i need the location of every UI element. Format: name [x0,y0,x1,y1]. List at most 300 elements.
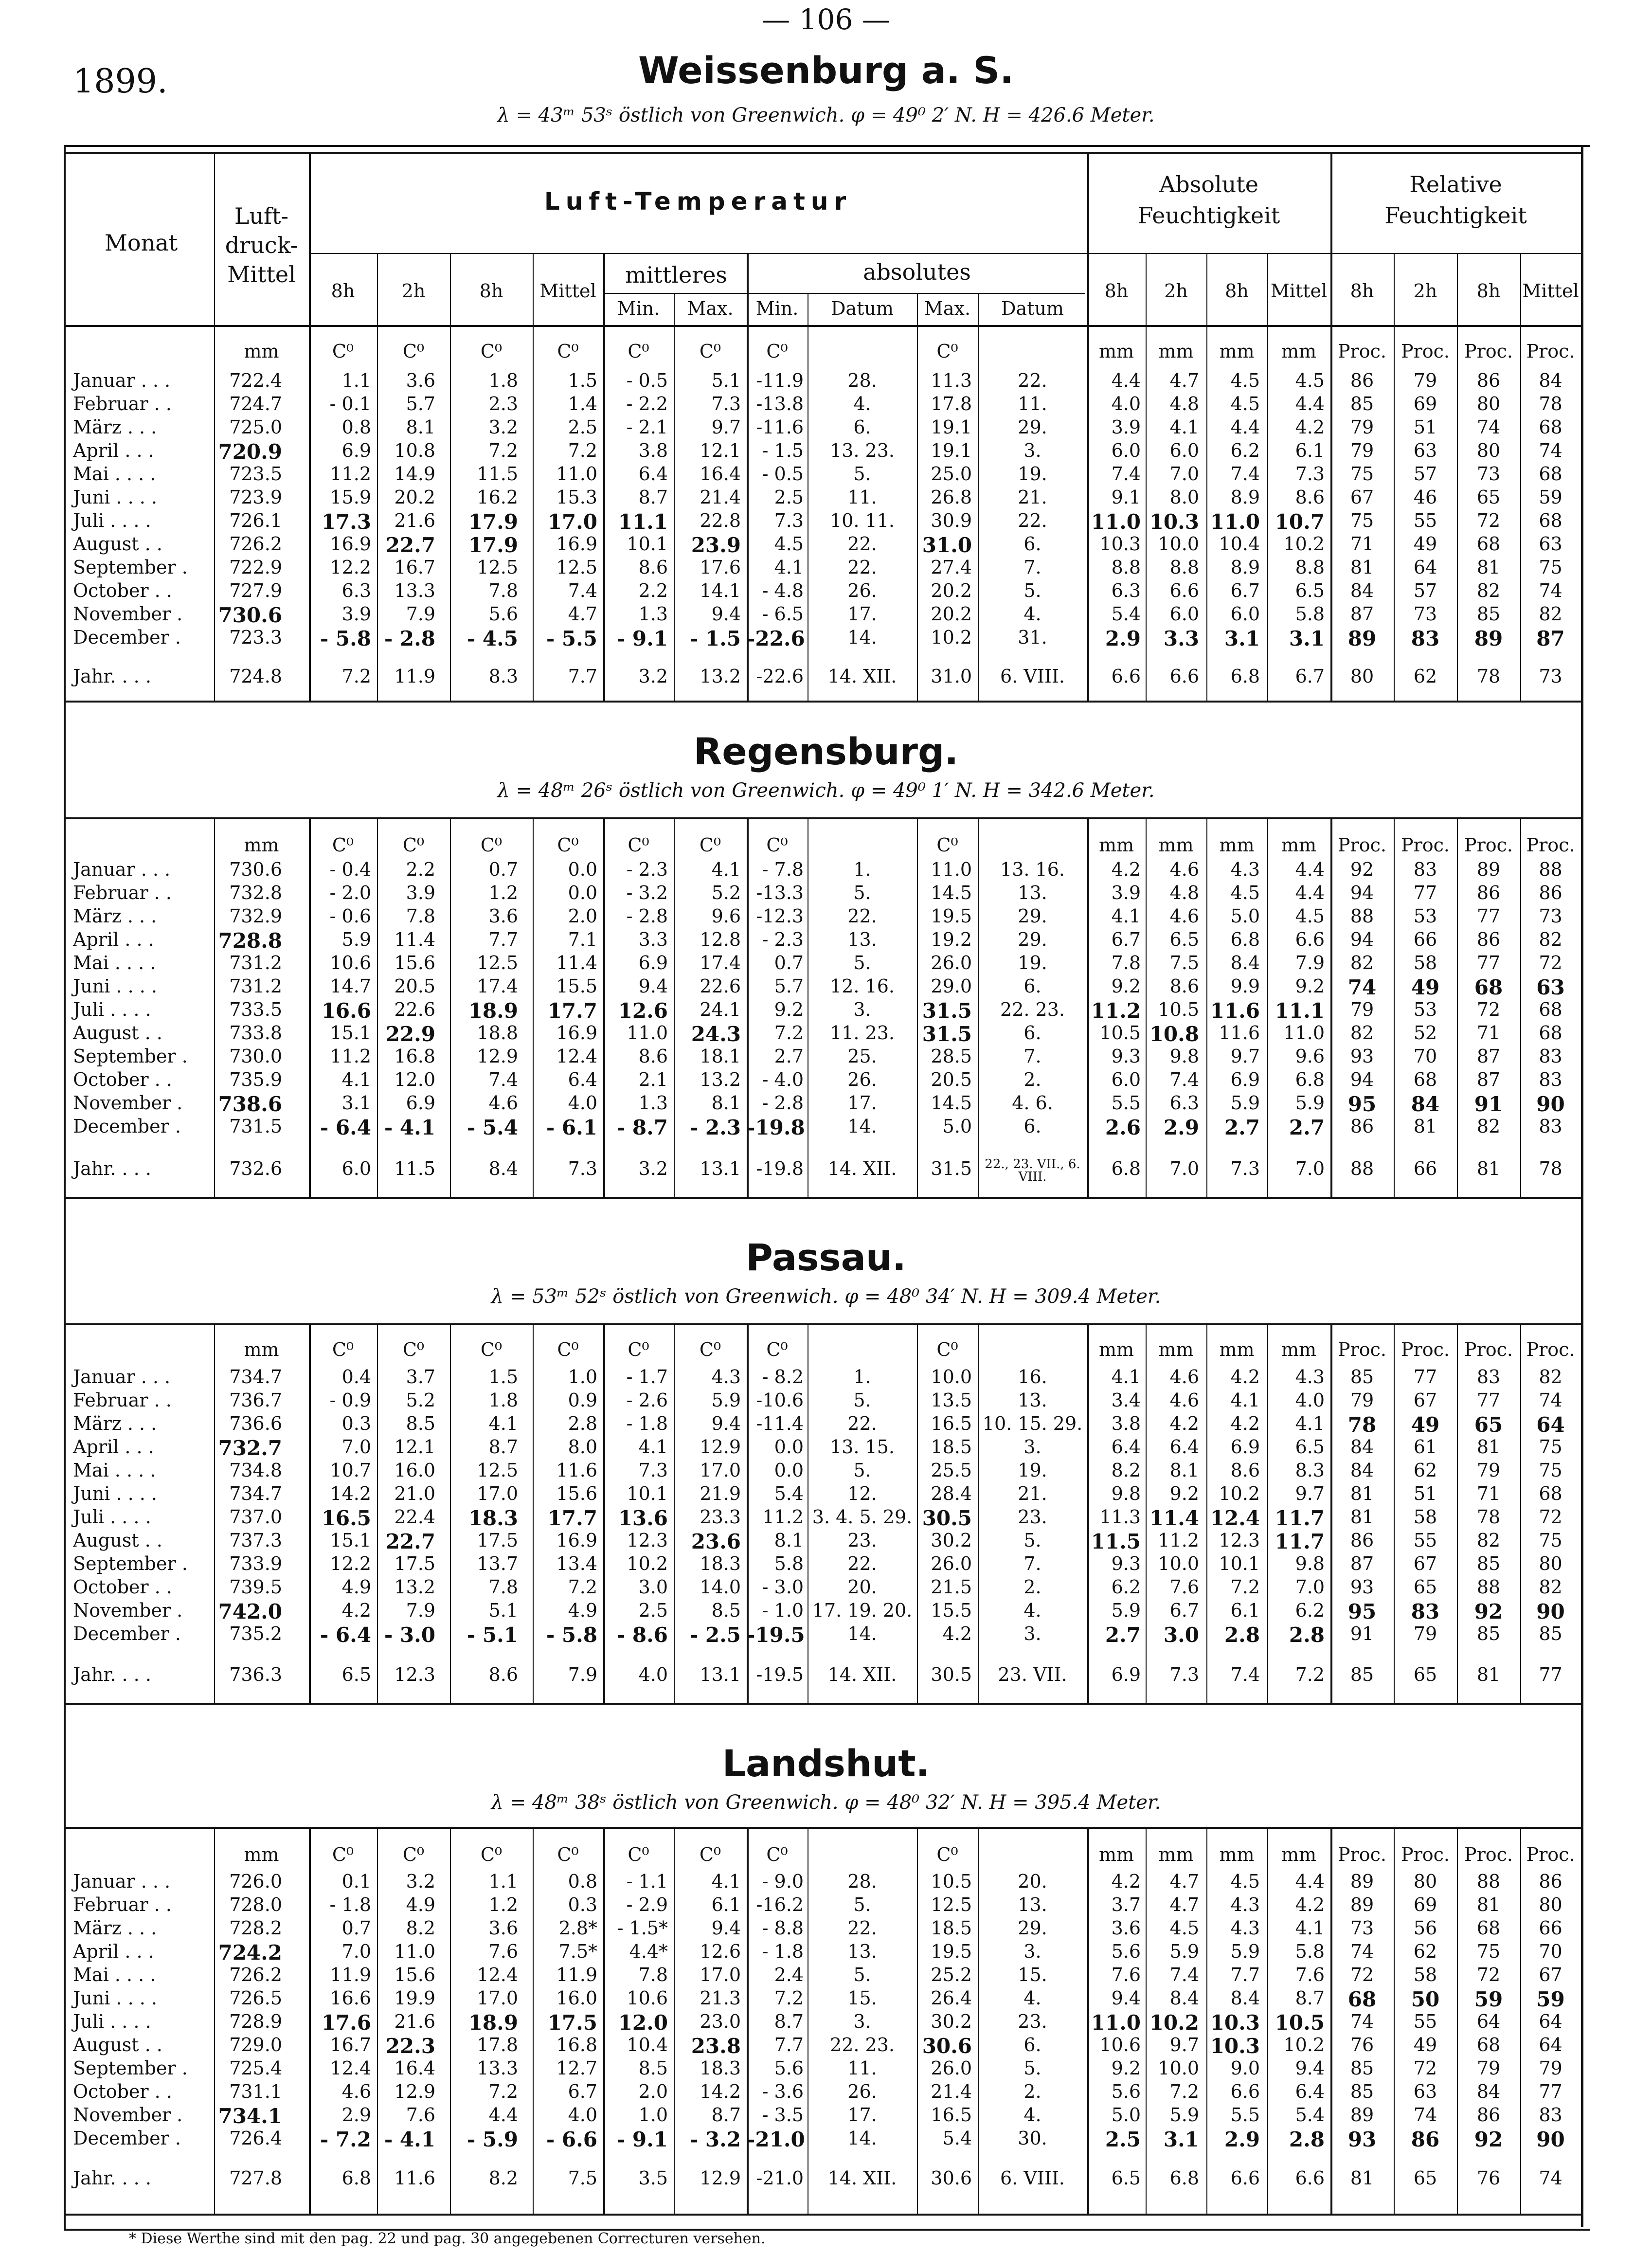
table-cell: 16.8 [556,2034,597,2056]
table-cell: 89 [1476,859,1501,880]
sub-header-3: Mittel [539,280,596,302]
table-cell: 64 [1413,557,1437,578]
header-luftdruck-1: Luft- [234,203,289,229]
table-cell: - 0.5 [626,370,668,391]
table-cell: 3.9 [341,603,371,625]
table-cell: 7.2 [774,1987,804,2009]
table-cell: 84 [1350,580,1374,601]
table-cell: 11.0 [931,859,972,880]
table-cell: 86 [1350,1530,1374,1551]
table-cell: 4.8 [1169,882,1199,903]
unit-label: mm [1158,1339,1194,1360]
table-cell: 6.8 [1230,929,1260,950]
station-title: Passau. [746,1236,906,1279]
table-cell: 1. [853,859,871,880]
table-cell: 68 [1474,975,1503,999]
table-cell: 7.9 [406,603,435,625]
unit-label: C⁰ [557,341,579,362]
table-cell: - 1.7 [626,1366,668,1388]
footnote: * Diese Werthe sind mit den pag. 22 und pag. 30 angegebenen Correcturen versehen. [129,2230,766,2247]
table-cell: 8.6 [1169,975,1199,997]
table-cell: 81 [1350,1483,1374,1504]
table-cell: 69 [1413,393,1437,415]
table-cell: 9.2 [1111,975,1141,997]
table-cell: 733.8 [229,1022,282,1044]
station-rule-bottom [66,1703,1581,1705]
table-cell: 7.2 [1169,2081,1199,2102]
sub-header-13: Mittel [1270,280,1328,302]
table-cell: 8.2 [1111,1460,1141,1481]
table-cell: 19.5 [931,905,972,927]
table-cell: 94 [1350,882,1374,903]
table-cell: 30.2 [931,2011,972,2032]
table-cell: 74 [1413,2104,1437,2126]
table-cell: 75 [1350,463,1374,485]
month-label: November . [73,1092,183,1114]
table-cell: 3.8 [638,440,668,461]
table-cell: - 0.9 [329,1389,371,1411]
table-cell: 4.2 [1295,416,1325,438]
year-cell: 3.2 [638,1158,668,1179]
table-cell: 66 [1413,929,1437,950]
table-cell: 90 [1536,1600,1565,1623]
table-cell: 2.5 [568,416,597,438]
table-cell: 14. [847,1116,877,1137]
year-cell: 3.5 [638,2167,668,2189]
month-label: Februar . . [73,882,172,903]
table-cell: 29. [1018,929,1047,950]
table-cell: 7.0 [1295,1576,1325,1598]
table-cell: 13.4 [556,1553,597,1574]
year-cell: 11.9 [394,666,435,687]
table-cell: 64 [1539,2011,1562,2032]
table-cell: 26.8 [931,487,972,508]
table-cell: 14.0 [700,1576,741,1598]
table-cell: - 9.1 [616,2128,668,2151]
table-cell: 739.5 [229,1576,282,1598]
year-cell: 732.6 [229,1158,282,1179]
month-label: April . . . [73,1941,154,1962]
table-cell: 6.5 [1295,580,1325,601]
table-cell: 6.2 [1111,1576,1141,1598]
table-cell: 1.2 [488,1894,518,1915]
table-cell: 81 [1413,1116,1437,1137]
table-cell: 1.8 [488,370,518,391]
table-cell: 81 [1476,1436,1501,1458]
table-cell: 6.9 [406,1092,435,1114]
table-cell: 5.5 [1111,1092,1141,1114]
table-cell: 64 [1539,2034,1562,2056]
table-cell: 4.6 [1169,859,1199,880]
table-cell: 75 [1539,557,1562,578]
table-cell: 72 [1413,2057,1437,2079]
table-cell: 5.4 [1111,603,1141,625]
header-abs-1: Absolute [1159,171,1258,198]
table-cell: 6.2 [1295,1600,1325,1621]
unit-label: C⁰ [557,834,579,856]
table-cell: 4.0 [568,2104,597,2126]
table-cell: 23.3 [700,1506,741,1528]
table-cell: 87 [1536,627,1565,650]
table-cell: 6.4 [638,463,668,485]
table-cell: 3.7 [1111,1894,1141,1915]
table-cell: 8.7 [711,2104,741,2126]
unit-label: C⁰ [766,834,788,856]
table-cell: 726.5 [229,1987,282,2009]
header-rel-2: Feuchtigkeit [1384,202,1527,229]
year-cell: 6.8 [341,2167,371,2189]
month-label: October . . [73,2081,172,2102]
table-cell: 6. [1024,975,1041,997]
table-cell: 7. [1024,557,1041,578]
table-cell: 59 [1539,487,1562,508]
table-cell: 7. [1024,1046,1041,1067]
table-cell: 5.9 [711,1389,741,1411]
table-cell: - 8.6 [616,1623,668,1647]
table-cell: 8.7 [774,2011,804,2032]
table-cell: 17.0 [547,510,597,534]
table-cell: 1.4 [568,393,597,415]
table-cell: 56 [1413,1917,1437,1939]
table-cell: 4.9 [406,1894,435,1915]
table-cell: 5.2 [406,1389,435,1411]
table-cell: 10.6 [330,952,371,974]
table-cell: 4.4 [1111,370,1141,391]
table-cell: 13.2 [394,1576,435,1598]
month-label: März . . . [73,416,157,438]
table-cell: 4. 6. [1012,1092,1053,1114]
table-cell: 93 [1350,1576,1374,1598]
table-cell: 9.1 [1111,487,1141,508]
year-cell: 8.2 [488,2167,518,2189]
table-cell: 75 [1539,1530,1562,1551]
table-cell: - 2.8 [762,1092,804,1114]
table-cell: 5.6 [488,603,518,625]
year-cell: 6.6 [1169,666,1199,687]
month-label: August . . [73,1022,162,1044]
year-cell: 736.3 [229,1664,282,1685]
table-cell: 82 [1476,1530,1501,1551]
table-cell: -11.9 [756,370,804,391]
table-cell: 23.9 [691,533,741,557]
table-cell: 13.3 [394,580,435,601]
unit-label: C⁰ [332,834,354,856]
table-cell: 5.4 [942,2128,972,2149]
table-cell: - 3.5 [762,2104,804,2126]
table-cell: 3.6 [488,905,518,927]
table-cell: 23.6 [691,1530,741,1553]
table-cell: 5.8 [1295,603,1325,625]
table-cell: -12.3 [756,905,804,927]
unit-label: C⁰ [699,1844,721,1865]
table-cell: 15. [847,1987,877,2009]
table-cell: 7.4 [568,580,597,601]
table-cell: 63 [1413,440,1437,461]
table-cell: 6.9 [638,952,668,974]
station-coords: λ = 53ᵐ 52ˢ östlich von Greenwich. φ = 48⁰ 34′ N. H = 309.4 Meter. [491,1285,1161,1308]
table-cell: 58 [1413,1964,1437,1985]
table-cell: 7.8 [488,1576,518,1598]
table-cell: - 6.4 [320,1623,371,1647]
table-cell: 77 [1476,905,1501,927]
table-cell: 3.9 [406,882,435,903]
table-cell: 0.0 [774,1460,804,1481]
table-cell: 5.0 [1111,2104,1141,2126]
station-title: Weissenburg a. S. [638,49,1014,92]
table-cell: 734.7 [229,1483,282,1504]
table-cell: 4.1 [341,1069,371,1090]
table-cell: 10.7 [1275,510,1325,534]
table-cell: 14.5 [931,882,972,903]
table-cell: 732.7 [218,1436,282,1460]
year-cell: 6.8 [1169,2167,1199,2189]
table-cell: - 4.1 [384,1116,435,1139]
table-cell: 13. 16. [1000,859,1065,880]
table-cell: 4.2 [341,1600,371,1621]
table-cell: 7.2 [1230,1576,1260,1598]
header-bottom-rule [66,325,1581,327]
table-cell: 74 [1476,416,1501,438]
table-cell: - 3.0 [384,1623,435,1647]
table-cell: 46 [1413,487,1437,508]
table-cell: - 4.0 [762,1069,804,1090]
table-cell: - 1.0 [762,1600,804,1621]
table-cell: 65 [1476,487,1501,508]
table-cell: 12.9 [700,1436,741,1458]
year-cell: 11.5 [394,1158,435,1179]
table-cell: 25. [847,1046,877,1067]
station-rule-bottom [66,701,1581,703]
year-cell: 6.6 [1111,666,1141,687]
table-cell: 10.6 [1099,2034,1141,2056]
table-cell: 23.8 [691,2034,741,2058]
table-cell: 5. [1024,2057,1041,2079]
table-cell: 85 [1476,1623,1501,1644]
year-cell: 85 [1350,1664,1374,1685]
table-cell: 4.1 [638,1436,668,1458]
month-label: Mai . . . . [73,463,156,485]
month-label: Januar . . . [73,1871,171,1892]
table-cell: 67 [1539,1964,1562,1985]
table-cell: 83 [1539,2104,1562,2126]
table-cell: 2. [1024,2081,1041,2102]
station-rule-bottom [66,1197,1581,1199]
table-cell: 22.3 [385,2034,435,2058]
table-cell: 6.0 [1111,440,1141,461]
table-cell: 82 [1476,1116,1501,1137]
unit-label: C⁰ [936,341,958,362]
year-cell: 23. VII. [998,1664,1067,1685]
table-cell: 729.0 [229,2034,282,2056]
table-cell: 4.2 [942,1623,972,1644]
table-cell: 725.0 [229,416,282,438]
table-cell: 7.2 [774,1022,804,1044]
table-cell: - 4.8 [762,580,804,601]
table-cell: 6.0 [1230,603,1260,625]
table-cell: 55 [1413,510,1437,531]
table-cell: 5. [853,882,871,903]
table-cell: 86 [1350,1116,1374,1137]
table-cell: 9.7 [1230,1046,1260,1067]
table-cell: 12.5 [477,1460,518,1481]
table-cell: 68 [1539,416,1562,438]
table-cell: 10.7 [330,1460,371,1481]
table-cell: 12.9 [394,2081,435,2102]
year-cell: 14. XII. [827,2167,897,2189]
table-cell: -16.2 [756,1894,804,1915]
unit-label: Proc. [1401,1844,1450,1865]
year-cell: 12.9 [700,2167,741,2189]
table-cell: 89 [1350,2104,1374,2126]
year-cell: 7.0 [1295,1158,1325,1179]
year-cell: 6.7 [1295,666,1325,687]
table-cell: 3. 4. 5. 29. [812,1506,913,1528]
table-cell: 4.4 [1295,859,1325,880]
header-luftdruck-2: druck- [225,232,298,258]
table-cell: 63 [1413,2081,1437,2102]
month-label: Mai . . . . [73,1964,156,1985]
table-cell: 92 [1474,2128,1503,2151]
table-cell: 22. [847,557,877,578]
table-cell: 10.3 [1149,510,1199,534]
table-cell: 4. [1024,2104,1041,2126]
table-cell: 11.5 [477,463,518,485]
table-cell: 2.9 [1224,2128,1260,2151]
table-cell: 2. [1024,1576,1041,1598]
table-cell: 7.7 [774,2034,804,2056]
table-cell: 86 [1476,882,1501,903]
table-cell: 7. [1024,1553,1041,1574]
table-cell: 18.3 [700,1553,741,1574]
table-cell: 67 [1413,1389,1437,1411]
table-cell: 4.9 [341,1576,371,1598]
unit-label: mm [1098,1844,1134,1865]
table-cell: 5. [853,1389,871,1411]
table-cell: 9.6 [711,905,741,927]
table-cell: - 5.5 [546,627,597,650]
table-cell: - 0.4 [329,859,371,880]
table-cell: 86 [1476,929,1501,950]
table-cell: - 2.3 [762,929,804,950]
table-cell: 15. [1018,1964,1047,1985]
table-cell: 72 [1539,952,1562,974]
table-cell: 9.4 [638,975,668,997]
table-cell: 14.9 [394,463,435,485]
table-cell: 15.1 [330,1530,371,1551]
table-cell: 7.6 [406,2104,435,2126]
unit-label: C⁰ [332,341,354,362]
table-cell: 7.9 [1295,952,1325,974]
unit-label: C⁰ [936,1339,958,1360]
table-cell: - 3.2 [689,2128,741,2151]
table-cell: 19. [1018,952,1047,974]
table-cell: 6. [1024,1022,1041,1044]
table-cell: 9.8 [1295,1553,1325,1574]
year-cell: -21.0 [756,2167,804,2189]
table-cell: 58 [1413,952,1437,974]
table-cell: 68 [1413,1069,1437,1090]
table-cell: 10.1 [627,1483,668,1504]
table-cell: 6. [853,416,871,438]
table-cell: 74 [1350,2011,1374,2032]
year-cell: -19.5 [756,1664,804,1685]
unit-label: C⁰ [628,834,649,856]
table-cell: 65 [1413,1576,1437,1598]
table-cell: 22. 23. [1000,999,1065,1020]
table-cell: - 4.5 [467,627,518,650]
table-cell: 85 [1350,2081,1374,2102]
table-cell: 6.1 [1230,1600,1260,1621]
table-cell: 26.0 [931,1553,972,1574]
table-cell: 7.7 [488,929,518,950]
table-cell: 11.7 [1275,1530,1325,1553]
table-cell: 29. [1018,905,1047,927]
table-cell: 16.9 [556,1022,597,1044]
table-cell: 8.6 [638,557,668,578]
table-cell: 3.3 [1163,627,1199,650]
table-cell: 0.7 [774,952,804,974]
month-label: August . . [73,2034,162,2056]
month-label: Januar . . . [73,370,171,391]
table-cell: 71 [1476,1022,1501,1044]
table-cell: 26. [847,2081,877,2102]
temp-sub-rule [309,253,1087,254]
table-cell: 21.5 [931,1576,972,1598]
table-cell: 6.9 [1230,1069,1260,1090]
table-cell: 22. [847,1553,877,1574]
table-cell: 30.6 [922,2034,972,2058]
year-cell: 7.3 [568,1158,597,1179]
table-cell: 4.4 [1230,416,1260,438]
table-cell: 0.3 [341,1413,371,1434]
table-cell: 730.6 [229,859,282,880]
year-cell: 6.5 [341,1664,371,1685]
year-cell: 6.0 [341,1158,371,1179]
month-label: April . . . [73,1436,154,1458]
month-label: Mai . . . . [73,952,156,974]
table-cell: 11.0 [1210,510,1260,534]
table-cell: 4.1 [711,1871,741,1892]
month-label: October . . [73,580,172,601]
table-cell: 4.1 [488,1413,518,1434]
table-cell: 4.7 [1169,370,1199,391]
table-cell: 2.0 [638,2081,668,2102]
table-cell: 50 [1411,1987,1440,2011]
table-cell: 3.2 [488,416,518,438]
table-cell: 75 [1539,1460,1562,1481]
table-cell: 8.5 [406,1413,435,1434]
table-cell: 71 [1350,533,1374,555]
table-cell: - 1.8 [329,1894,371,1915]
table-cell: 726.2 [229,533,282,555]
table-cell: 11.0 [627,1022,668,1044]
month-label: Juli . . . . [73,1506,151,1528]
table-cell: 10.3 [1099,533,1141,555]
table-cell: 11. [847,487,877,508]
table-cell: - 7.2 [320,2128,371,2151]
table-cell: 7.3 [711,393,741,415]
table-cell: 20.2 [394,487,435,508]
table-cell: 79 [1476,2057,1501,2079]
table-cell: 17.4 [477,975,518,997]
table-cell: 78 [1476,1506,1501,1528]
table-cell: 17.3 [321,510,371,534]
table-cell: 82 [1539,603,1562,625]
table-cell: 86 [1539,882,1562,903]
table-cell: 57 [1413,580,1437,601]
table-cell: 9.0 [1230,2057,1260,2079]
table-cell: 16.7 [394,557,435,578]
